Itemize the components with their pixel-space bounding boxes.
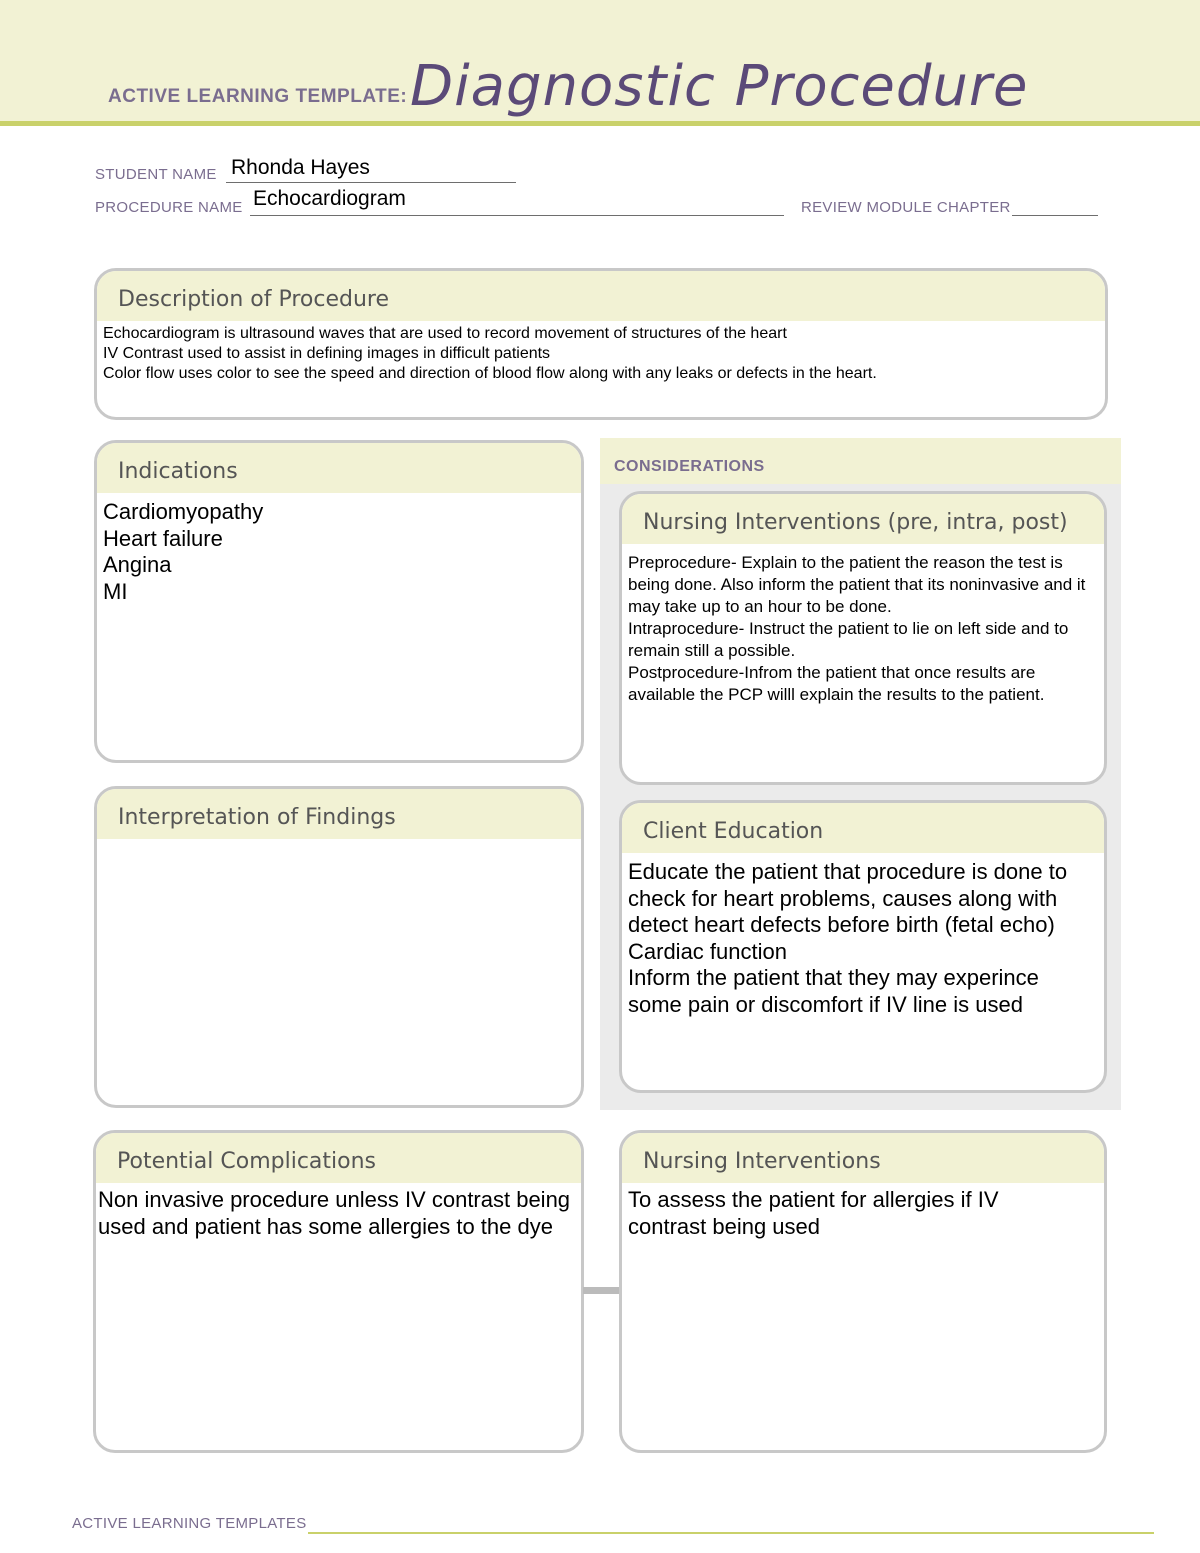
- nursing-interventions-ppp-box: [619, 491, 1107, 785]
- potential-complications-box: [93, 1130, 584, 1453]
- review-module-label: REVIEW MODULE CHAPTER: [801, 199, 1011, 216]
- template-label: ACTIVE LEARNING TEMPLATE:: [108, 86, 408, 107]
- nursing-interventions-ppp-text[interactable]: Preprocedure- Explain to the patient the reason the test is being done. Also inform the patient that its noninvasive and it may take up to an hour to be done. Intraprocedure- Instruct the patient to lie on left side and to remain still a possible. Postprocedure-Infrom the patient that once results are available the PCP willl explain the results to the patient.: [628, 553, 1086, 704]
- nursing-interventions-ppp-title: Nursing Interventions (pre, intra, post): [622, 494, 1104, 544]
- interpretation-box: [94, 786, 584, 1108]
- client-education-box: [619, 800, 1107, 1093]
- indications-text[interactable]: Cardiomyopathy Heart failure Angina MI: [103, 499, 264, 604]
- indications-title: Indications: [97, 443, 581, 493]
- footer-rule: [308, 1532, 1154, 1534]
- footer-label: ACTIVE LEARNING TEMPLATES: [72, 1515, 307, 1532]
- considerations-label: CONSIDERATIONS: [614, 458, 765, 475]
- description-text[interactable]: Echocardiogram is ultrasound waves that are used to record movement of structures of the heart IV Contrast used to assist in defining images in difficult patients Color flow uses color to see the speed and direction of blood flow along with any leaks or defects in the heart.: [103, 325, 877, 382]
- nursing-interventions-text[interactable]: To assess the patient for allergies if IV contrast being used: [628, 1187, 999, 1239]
- nursing-interventions-box: [619, 1130, 1107, 1453]
- nursing-interventions-title: Nursing Interventions: [622, 1133, 1104, 1183]
- procedure-name-field[interactable]: Echocardiogram: [253, 187, 406, 210]
- description-box: [94, 268, 1108, 420]
- procedure-name-label: PROCEDURE NAME: [95, 199, 243, 216]
- potential-complications-title: Potential Complications: [96, 1133, 581, 1183]
- indications-box: [94, 440, 584, 763]
- description-title: Description of Procedure: [97, 271, 1105, 321]
- box-connector: [583, 1287, 621, 1294]
- client-education-title: Client Education: [622, 803, 1104, 853]
- student-name-line: [226, 182, 516, 183]
- interpretation-title: Interpretation of Findings: [97, 789, 581, 839]
- review-module-line: [1012, 215, 1098, 216]
- procedure-name-line: [250, 215, 784, 216]
- page-title: Diagnostic Procedure: [410, 54, 1029, 119]
- client-education-text[interactable]: Educate the patient that procedure is done to check for heart problems, causes along with detect heart defects before birth (fetal echo) Cardiac function Inform the patient that they may experince some pain or discomfort if IV line is used: [628, 859, 1068, 1017]
- student-name-field[interactable]: Rhonda Hayes: [231, 156, 370, 179]
- header-rule: [0, 121, 1200, 126]
- student-name-label: STUDENT NAME: [95, 166, 217, 183]
- interpretation-text[interactable]: [97, 839, 581, 847]
- potential-complications-text[interactable]: Non invasive procedure unless IV contrast being used and patient has some allergies to the dye: [98, 1187, 571, 1239]
